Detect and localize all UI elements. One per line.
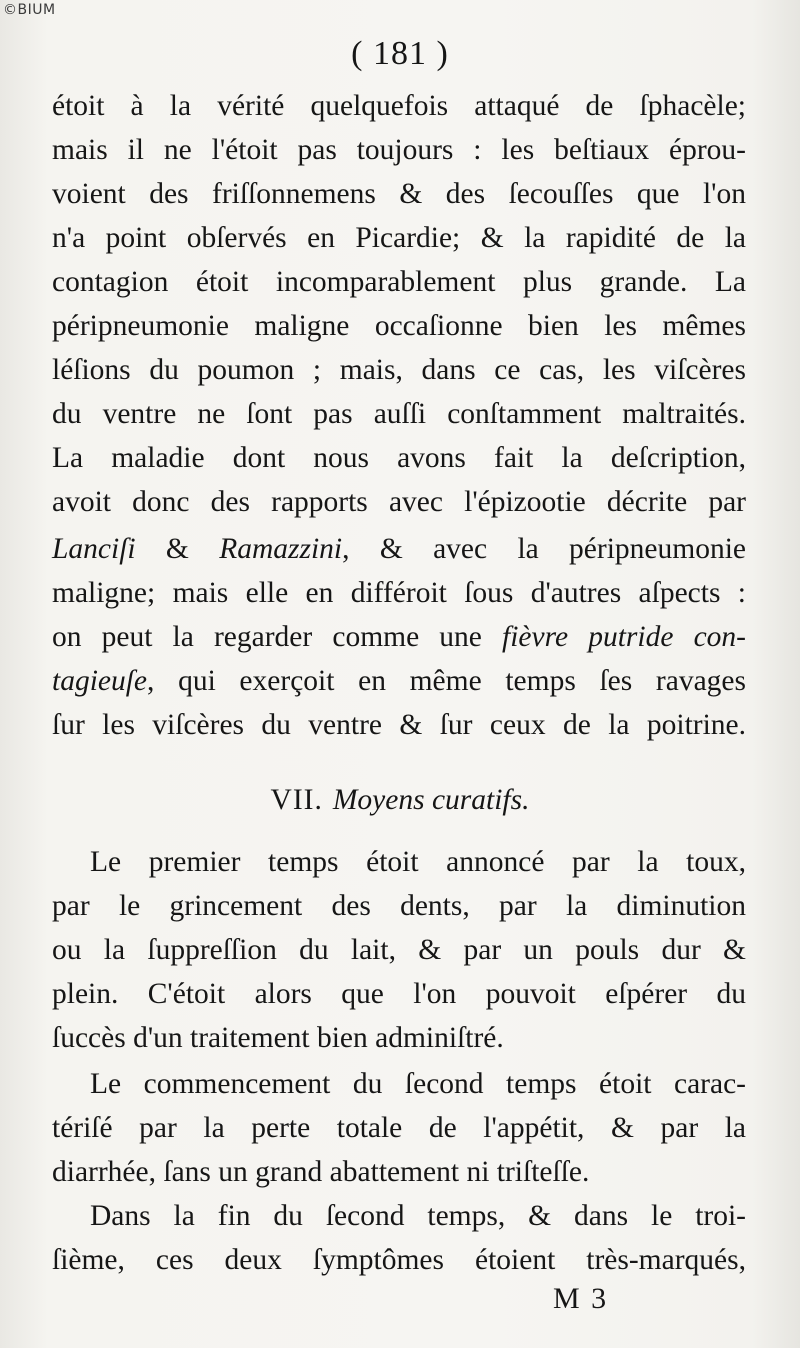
text-line: n'a point obſervés en Picardie; & la rapidité de la bbox=[52, 222, 746, 254]
text-line: péripneumonie maligne occaſionne bien les mêmes bbox=[52, 310, 746, 342]
text-line: ſur les viſcères du ventre & ſur ceux de la poitrine. bbox=[52, 709, 746, 741]
text-line-diagnosis-cont bbox=[52, 659, 746, 703]
text-line: étoit à la vérité quelquefois attaqué de ſphacèle; bbox=[52, 90, 746, 122]
text-line-authors bbox=[52, 527, 746, 571]
text-line: maligne; mais elle en différoit ſous d'autres aſpects : bbox=[52, 577, 746, 609]
text-line: plein. C'étoit alors que l'on pouvoit eſpérer du bbox=[52, 978, 746, 1010]
author-ramazzini: Ramazzini bbox=[219, 533, 343, 565]
text-line: contagion étoit incomparablement plus grande. La bbox=[52, 266, 746, 298]
text-line: La maladie dont nous avons fait la deſcription, bbox=[52, 442, 746, 474]
watermark: ©BIUM bbox=[3, 2, 56, 18]
text-fragment: on peut la regarder comme une bbox=[52, 621, 503, 653]
section-heading bbox=[0, 778, 800, 822]
text-line: avoit donc des rapports avec l'épizootie décrite par bbox=[52, 486, 746, 518]
text-line: voient des friſſonnemens & des ſecouſſes que l'on bbox=[52, 178, 746, 210]
text-fragment: , & avec la péripneumonie bbox=[342, 533, 746, 565]
text-line: tériſé par la perte totale de l'appétit, & par la bbox=[52, 1112, 746, 1144]
text-line: léſions du poumon ; mais, dans ce cas, les viſcères bbox=[52, 354, 746, 386]
text-line-diagnosis bbox=[52, 615, 746, 659]
italic-term: fièvre putride con- bbox=[502, 621, 746, 653]
paragraph-first-line: Dans la fin du ſecond temps, & dans le troi- bbox=[90, 1200, 746, 1232]
text-line: par le grincement des dents, par la diminution bbox=[52, 890, 746, 922]
page-number: ( 181 ) bbox=[351, 35, 449, 72]
text-line: ſième, ces deux ſymptômes étoient très-marqués, bbox=[52, 1244, 746, 1276]
section-number: VII. bbox=[270, 784, 323, 816]
italic-term: tagieuſe bbox=[52, 665, 148, 697]
paragraph-first-line: Le commencement du ſecond temps étoit carac- bbox=[90, 1068, 746, 1100]
section-title: Moyens curatifs. bbox=[332, 784, 530, 816]
text-line: mais il ne l'étoit pas toujours : les beſtiaux éprou- bbox=[52, 134, 746, 166]
paragraph-first-line: Le premier temps étoit annoncé par la toux, bbox=[90, 846, 746, 878]
text-line-last: diarrhée, ſans un grand abattement ni triſteſſe. bbox=[52, 1156, 590, 1188]
signature-mark: M 3 bbox=[553, 1282, 609, 1315]
author-lancisi: Lanciſi bbox=[52, 533, 136, 565]
text-fragment: & bbox=[135, 533, 220, 565]
text-line-last: ſuccès d'un traitement bien adminiſtré. bbox=[52, 1022, 504, 1054]
text-fragment: , qui exerçoit en même temps ſes ravages bbox=[147, 665, 746, 697]
text-line: du ventre ne ſont pas auſſi conſtamment maltraités. bbox=[52, 398, 746, 430]
text-line: ou la ſuppreſſion du lait, & par un pouls dur & bbox=[52, 934, 746, 966]
